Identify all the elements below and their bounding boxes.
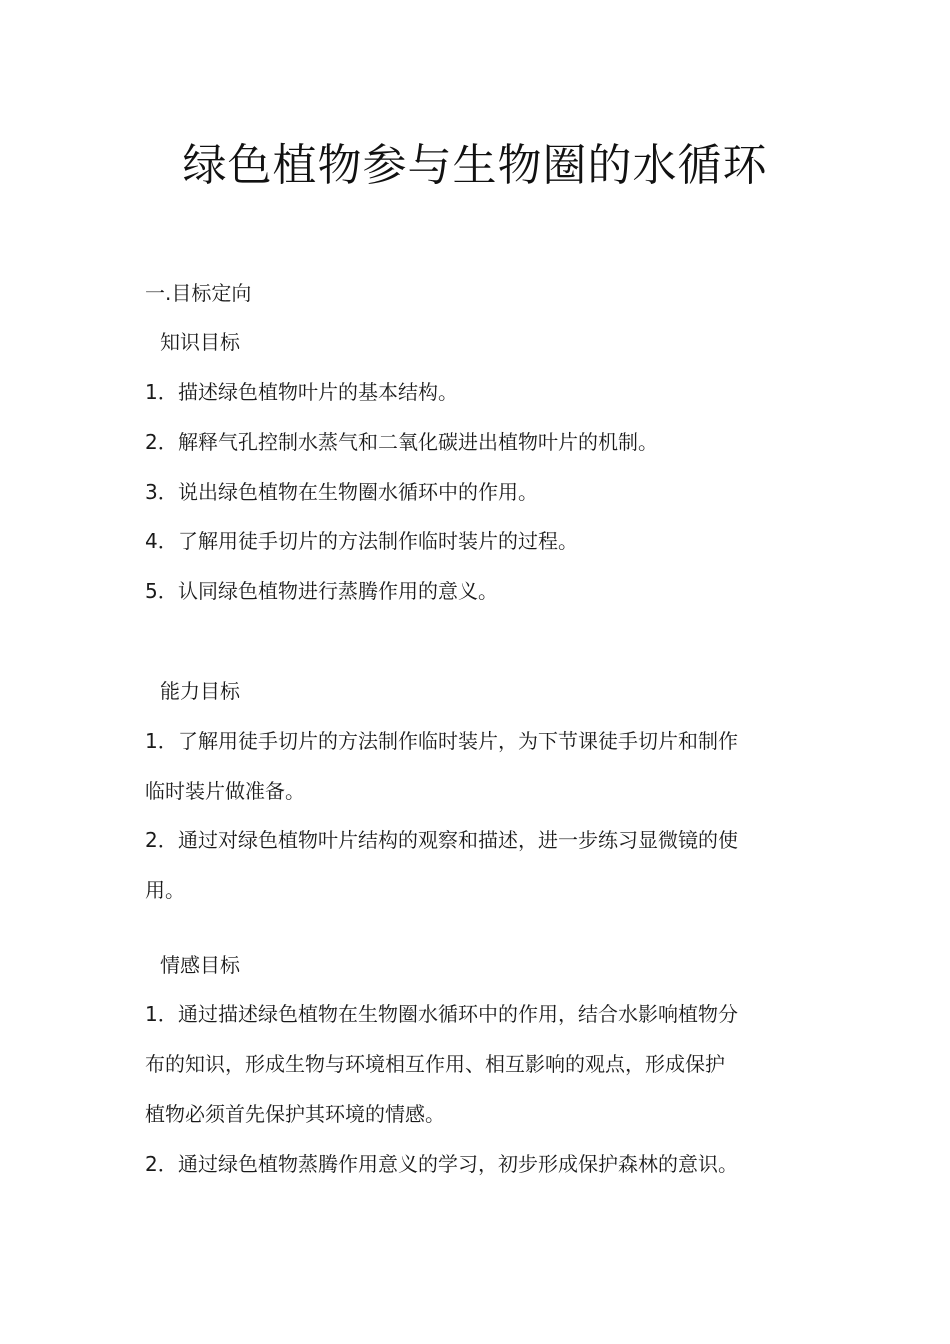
- item-text: 描述绿色植物叶片的基本结构。: [178, 380, 458, 404]
- ability-heading: 能力目标: [160, 679, 240, 703]
- ability-item-2-line-2: 用。: [145, 878, 185, 902]
- item-text: 通过描述绿色植物在生物圈水循环中的作用，结合水影响植物分: [178, 1002, 738, 1026]
- item-number: 2．: [145, 1152, 178, 1176]
- section-heading: 一.目标定向: [145, 281, 252, 305]
- item-number: 3．: [145, 480, 178, 504]
- emotion-item-1-line-3: 植物必须首先保护其环境的情感。: [145, 1102, 445, 1126]
- item-text: 了解用徒手切片的方法制作临时装片的过程。: [178, 529, 578, 553]
- item-number: 5．: [145, 579, 178, 603]
- document-title: 绿色植物参与生物圈的水循环: [182, 140, 768, 191]
- knowledge-item-5: [145, 576, 498, 606]
- item-number: 4．: [145, 529, 178, 553]
- knowledge-item-2: [145, 427, 658, 457]
- item-text: 说出绿色植物在生物圈水循环中的作用。: [178, 480, 538, 504]
- item-text: 认同绿色植物进行蒸腾作用的意义。: [178, 579, 498, 603]
- emotion-heading: 情感目标: [160, 953, 240, 977]
- ability-item-2-line-1: [145, 825, 738, 855]
- item-number: 1．: [145, 729, 178, 753]
- emotion-item-2-line-1: [145, 1149, 738, 1179]
- item-text: 通过绿色植物蒸腾作用意义的学习，初步形成保护森林的意识。: [178, 1152, 738, 1176]
- knowledge-item-4: [145, 526, 578, 556]
- item-text: 了解用徒手切片的方法制作临时装片，为下节课徒手切片和制作: [178, 729, 738, 753]
- item-number: 2．: [145, 828, 178, 852]
- ability-item-1-line-1: [145, 726, 738, 756]
- item-number: 2．: [145, 430, 178, 454]
- item-number: 1．: [145, 380, 178, 404]
- item-text: 通过对绿色植物叶片结构的观察和描述，进一步练习显微镜的使: [178, 828, 738, 852]
- knowledge-heading: 知识目标: [160, 330, 240, 354]
- ability-item-1-line-2: 临时装片做准备。: [145, 779, 305, 803]
- emotion-item-1-line-1: [145, 999, 738, 1029]
- emotion-item-1-line-2: 布的知识，形成生物与环境相互作用、相互影响的观点，形成保护: [145, 1052, 725, 1076]
- item-text: 解释气孔控制水蒸气和二氧化碳进出植物叶片的机制。: [178, 430, 658, 454]
- item-number: 1．: [145, 1002, 178, 1026]
- knowledge-item-1: [145, 377, 458, 407]
- knowledge-item-3: [145, 477, 538, 507]
